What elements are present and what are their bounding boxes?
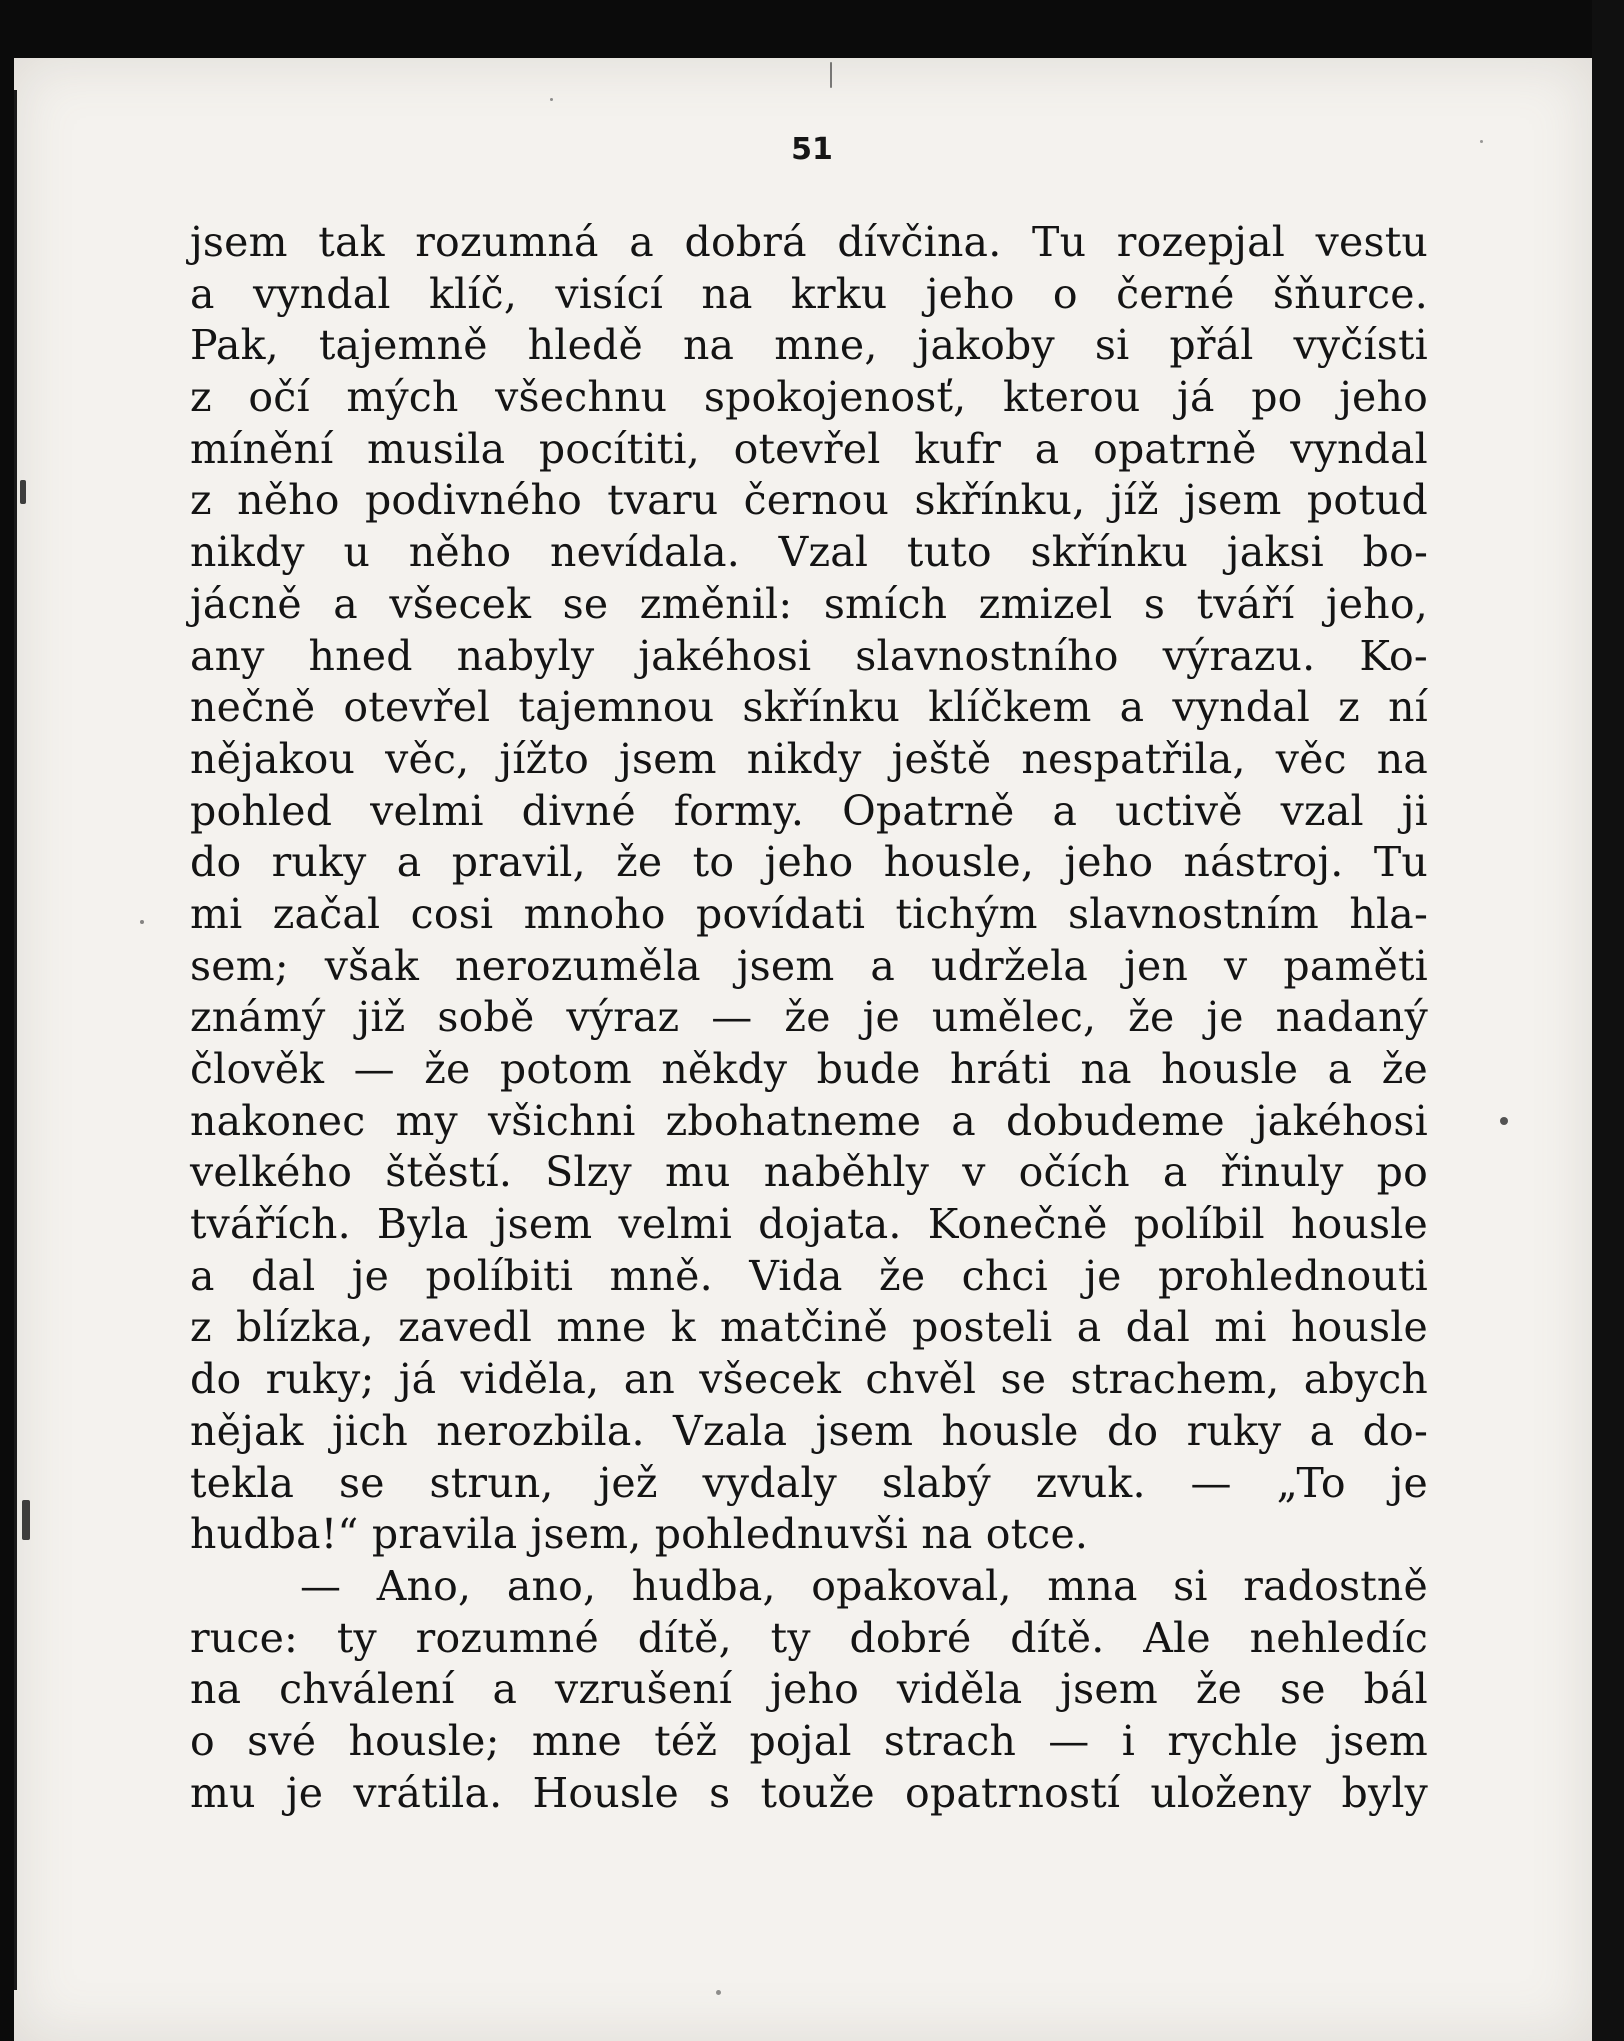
text-line: any hned nabyly jakéhosi slavnostního výrazu. Ko-	[190, 631, 1428, 680]
text-line: z něho podivného tvaru černou skřínku, jíž jsem potud	[190, 476, 1428, 525]
text-line: člověk — že potom někdy bude hráti na housle a že	[190, 1045, 1428, 1093]
text-line: na chválení a vzrušení jeho viděla jsem že se bál	[190, 1665, 1428, 1714]
body-text	[190, 217, 1428, 1819]
scan-speck	[830, 62, 832, 88]
text-line: z očí mých všechnu spokojenosť, kterou já po jeho	[190, 373, 1428, 422]
text-line: pohled velmi divné formy. Opatrně a uctivě vzal ji	[190, 786, 1428, 835]
text-line: jácně a všecek se změnil: smích zmizel s tváří jeho,	[190, 579, 1428, 628]
text-line: nakonec my všichni zbohatneme a dobudeme jakéhosi	[190, 1096, 1428, 1145]
text-line: nikdy u něho nevídala. Vzal tuto skřínku jaksi bo-	[190, 528, 1428, 577]
text-line: do ruky; já viděla, an všecek chvěl se strachem, abych	[190, 1355, 1428, 1404]
text-line: — Ano, ano, hudba, opakoval, mna si radostně	[300, 1561, 1428, 1610]
text-line: tvářích. Byla jsem velmi dojata. Konečně políbil housle	[190, 1200, 1428, 1249]
scan-speck	[550, 98, 553, 101]
scan-speck	[716, 1990, 721, 1995]
text-line: ruce: ty rozumné dítě, ty dobré dítě. Ale nehledíc	[190, 1613, 1428, 1662]
text-line: nějak jich nerozbila. Vzala jsem housle do ruky a do-	[190, 1406, 1428, 1455]
text-line: mínění musila pocítiti, otevřel kufr a opatrně vyndal	[190, 424, 1428, 473]
text-line: Pak, tajemně hledě na mne, jakoby si přál vyčísti	[190, 321, 1428, 370]
text-line: a dal je políbiti mně. Vida že chci je prohlednouti	[190, 1251, 1428, 1300]
page-number: 51	[791, 132, 833, 167]
text-line: nečně otevřel tajemnou skřínku klíčkem a vyndal z ní	[190, 683, 1428, 732]
scan-speck	[140, 920, 144, 924]
text-line: sem; však nerozuměla jsem a udržela jen v paměti	[190, 941, 1428, 990]
text-line: a vyndal klíč, visící na krku jeho o černé šňurce.	[190, 269, 1428, 318]
text-line: známý již sobě výraz — že je umělec, že je nadaný	[190, 993, 1428, 1042]
binding-edge	[14, 90, 17, 1990]
scan-border-right	[1592, 0, 1624, 2041]
text-line: z blízka, zavedl mne k matčině posteli a dal mi housle	[190, 1303, 1428, 1352]
scan-speck	[20, 480, 26, 504]
text-line: jsem tak rozumná a dobrá dívčina. Tu rozepjal vestu	[190, 218, 1428, 266]
scan-speck	[1500, 1117, 1508, 1125]
text-line: tekla se strun, jež vydaly slabý zvuk. — „To je	[190, 1458, 1428, 1507]
scan-speck	[22, 1500, 30, 1540]
text-line: o své housle; mne též pojal strach — i rychle jsem	[190, 1716, 1428, 1765]
text-line: mu je vrátila. Housle s touže opatrností uloženy byly	[190, 1768, 1428, 1817]
text-line: nějakou věc, jížto jsem nikdy ještě nespatřila, věc na	[190, 734, 1428, 783]
text-line: velkého štěstí. Slzy mu naběhly v očích a řinuly po	[190, 1148, 1428, 1197]
text-line: mi začal cosi mnoho povídati tichým slavnostním hla-	[190, 889, 1428, 938]
text-line: do ruky a pravil, že to jeho housle, jeho nástroj. Tu	[190, 838, 1428, 887]
text-line: hudba!“ pravila jsem, pohlednuvši na otce.	[190, 1510, 1089, 1559]
